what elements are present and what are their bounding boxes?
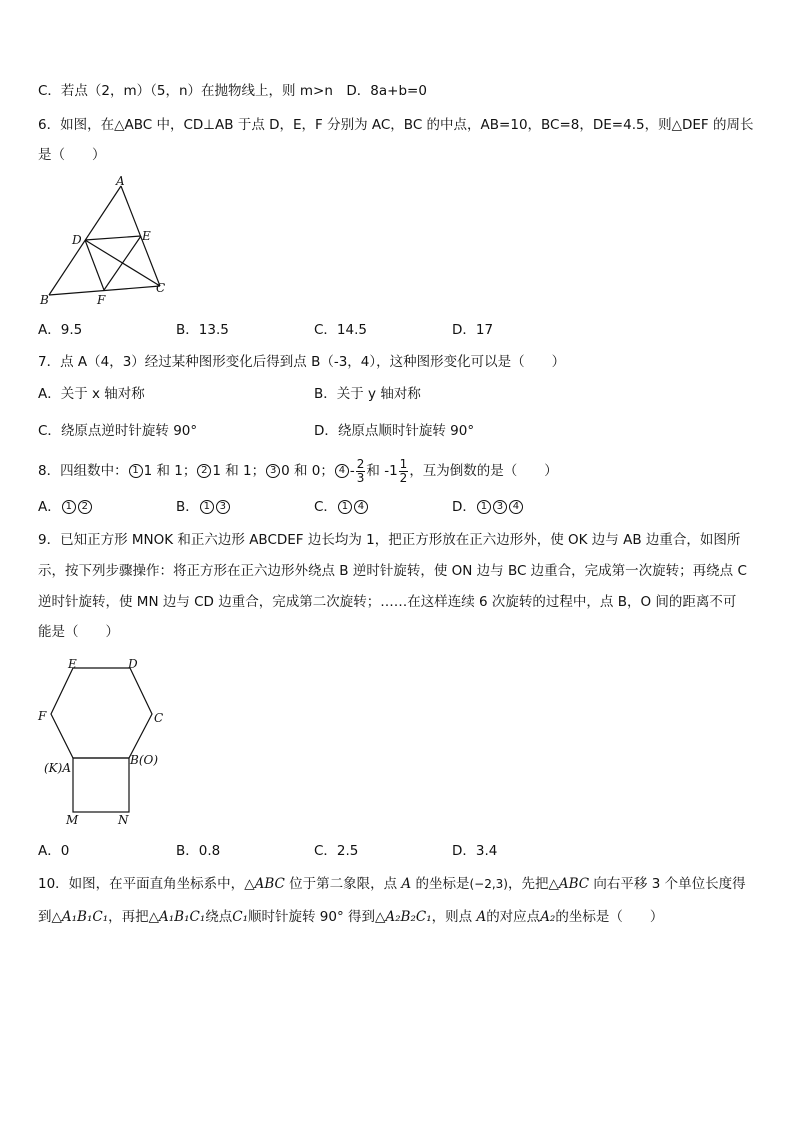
q6-option-d[interactable]: D．17 [452,322,494,338]
q9-hexagon [51,668,152,758]
q10-text-j: ，则点 [431,909,477,925]
q8-option-b[interactable] [176,497,231,517]
q6-option-a[interactable]: A．9.5 [38,322,83,338]
q8-option-b-letter: B． [176,499,199,515]
q7-option-c[interactable]: C．绕原点逆时针旋转 90° [38,423,198,439]
q10-text-i: 顺时针旋转 90° 得到 [248,909,376,925]
q9-line3: 逆时针旋转，使 MN 边与 CD 边重合，完成第二次旋转；……在这样连续 6 次旋转的过程中，点 B，O 间的距离不可 [38,594,737,610]
q6-ef [104,236,141,290]
q9-option-c[interactable]: C．2.5 [314,843,359,859]
q9-line2: 示，按下列步骤操作：将正方形在正六边形外绕点 B 逆时针旋转，使 ON 边与 BC 边重合，完成第一次旋转；再绕点 C [38,563,747,579]
q8-frac2-den: 2 [399,470,408,485]
q10-triangle-a1b1c1-2: △A₁B₁C₁ [148,909,206,925]
q8-circle-3: 3 [266,464,280,478]
q10-text-a: 10．如图，在平面直角坐标系中， [38,876,245,892]
q7-option-d[interactable]: D．绕原点顺时针旋转 90° [314,423,475,439]
q7-stem: 7．点 A（4，3）经过某种图形变化后得到点 B（-3，4），这种图形变化可以是（ ） [38,354,566,370]
q6-label-d: D [72,233,82,247]
q10-point-a2: A₂ [540,909,556,925]
q9-label-bo: B(O) [130,753,159,767]
q9-line4: 能是（ ） [38,624,119,640]
q10-coordinate: (−2,3) [469,877,508,891]
q9-option-b[interactable]: B．0.8 [176,843,221,859]
q6-stem-line1: 6．如图，在△ABC 中，CD⊥AB 于点 D，E，F 分别为 AC，BC 的中点，AB=10，BC=8，DE=4.5，则△DEF 的周长 [38,117,754,133]
q9-label-n: N [118,813,129,827]
q10-text-f: 到 [38,909,52,925]
q8-prefix: 8．四组数中： [38,463,128,479]
q8-group-3: 0 和 0； [281,463,334,479]
q6-option-b[interactable]: B．13.5 [176,322,229,338]
q10-line1 [38,874,746,894]
q8-group-2: 1 和 1； [212,463,266,479]
q6-stem-line2: 是（ ） [38,147,106,163]
q8-mid: 和 -1 [366,463,398,479]
q8-group-1: 1 和 1； [143,463,197,479]
q7-option-b[interactable]: B．关于 y 轴对称 [314,386,421,402]
q9-label-c: C [154,711,164,725]
q10-text-l: 的坐标是（ ） [555,909,664,925]
q10-triangle-abc-2: △ABC [548,876,590,892]
q9-label-m: M [66,813,79,827]
q9-option-d[interactable]: D．3.4 [452,843,498,859]
q6-label-c: C [156,281,166,295]
q6-label-a: A [116,174,125,188]
q10-text-h: 绕点 [205,909,233,925]
q9-label-f: F [38,709,47,723]
q8-frac2-num: 1 [399,456,408,471]
q6-label-e: E [142,229,151,243]
q8-option-c[interactable] [314,497,369,517]
q8-circle-1: 1 [129,464,143,478]
q9-line1: 9．已知正方形 MNOK 和正六边形 ABCDEF 边长均为 1，把正方形放在正六边形外，使 OK 边与 AB 边重合，如图所 [38,532,741,548]
q8-circle-2: 2 [197,464,211,478]
q6-triangle-figure [34,174,174,314]
q9-option-a[interactable]: A．0 [38,843,70,859]
q9-hexagon-square-figure [34,654,184,834]
q8-fraction-two-thirds [356,458,366,485]
q6-label-f: F [97,293,106,307]
q10-text-d: ，先把 [507,876,549,892]
q8-stem [38,457,558,485]
q8-option-c-circle-2: 4 [354,500,368,514]
q6-df [85,240,104,290]
q10-point-a: A [401,876,412,892]
q10-text-b: 位于第二象限，点 [284,876,402,892]
q8-option-a-circle-2: 2 [78,500,92,514]
q10-text-g: ，再把 [108,909,149,925]
q8-option-d-circle-3: 4 [509,500,523,514]
q8-option-d-circle-1: 1 [477,500,491,514]
q8-minus: - [349,463,355,479]
q10-triangle-a1b1c1: △A₁B₁C₁ [51,909,109,925]
q10-text-c: 的坐标是 [411,876,470,892]
q10-point-c1: C₁ [232,909,248,925]
q9-label-ka: (K)A [44,761,71,775]
q8-frac-num: 2 [356,456,365,471]
q6-de [85,236,141,240]
q6-label-b: B [40,293,49,307]
q8-option-b-circle-2: 3 [216,500,230,514]
q9-label-e: E [68,657,77,671]
q8-option-c-letter: C． [314,499,337,515]
q8-fraction-one-half [399,458,409,485]
q8-option-a-circle-1: 1 [62,500,76,514]
q10-text-k: 的对应点 [486,909,541,925]
q8-option-a[interactable] [38,497,93,517]
q8-option-a-letter: A． [38,499,61,515]
q8-option-d[interactable] [452,497,524,517]
q5-options-cd: C．若点（2，m）（5，n）在抛物线上，则 m>n D．8a+b=0 [38,83,427,99]
q10-point-a-again: A [476,909,487,925]
q8-option-d-letter: D． [452,499,476,515]
q10-triangle-a2b2c1: △A₂B₂C₁ [375,909,432,925]
q8-option-b-circle-1: 1 [200,500,214,514]
q9-square [73,758,129,812]
q10-triangle-abc: △ABC [244,876,285,892]
q8-option-d-circle-2: 3 [493,500,507,514]
q8-frac-den: 3 [356,470,365,485]
q10-text-e: 向右平移 3 个单位长度得 [589,876,746,892]
q6-option-c[interactable]: C．14.5 [314,322,367,338]
q8-option-c-circle-1: 1 [338,500,352,514]
q7-option-a[interactable]: A．关于 x 轴对称 [38,386,145,402]
q8-suffix: ，互为倒数的是（ ） [409,463,558,479]
q10-line2 [38,907,663,927]
q8-circle-4: 4 [335,464,349,478]
q9-label-d: D [128,657,138,671]
